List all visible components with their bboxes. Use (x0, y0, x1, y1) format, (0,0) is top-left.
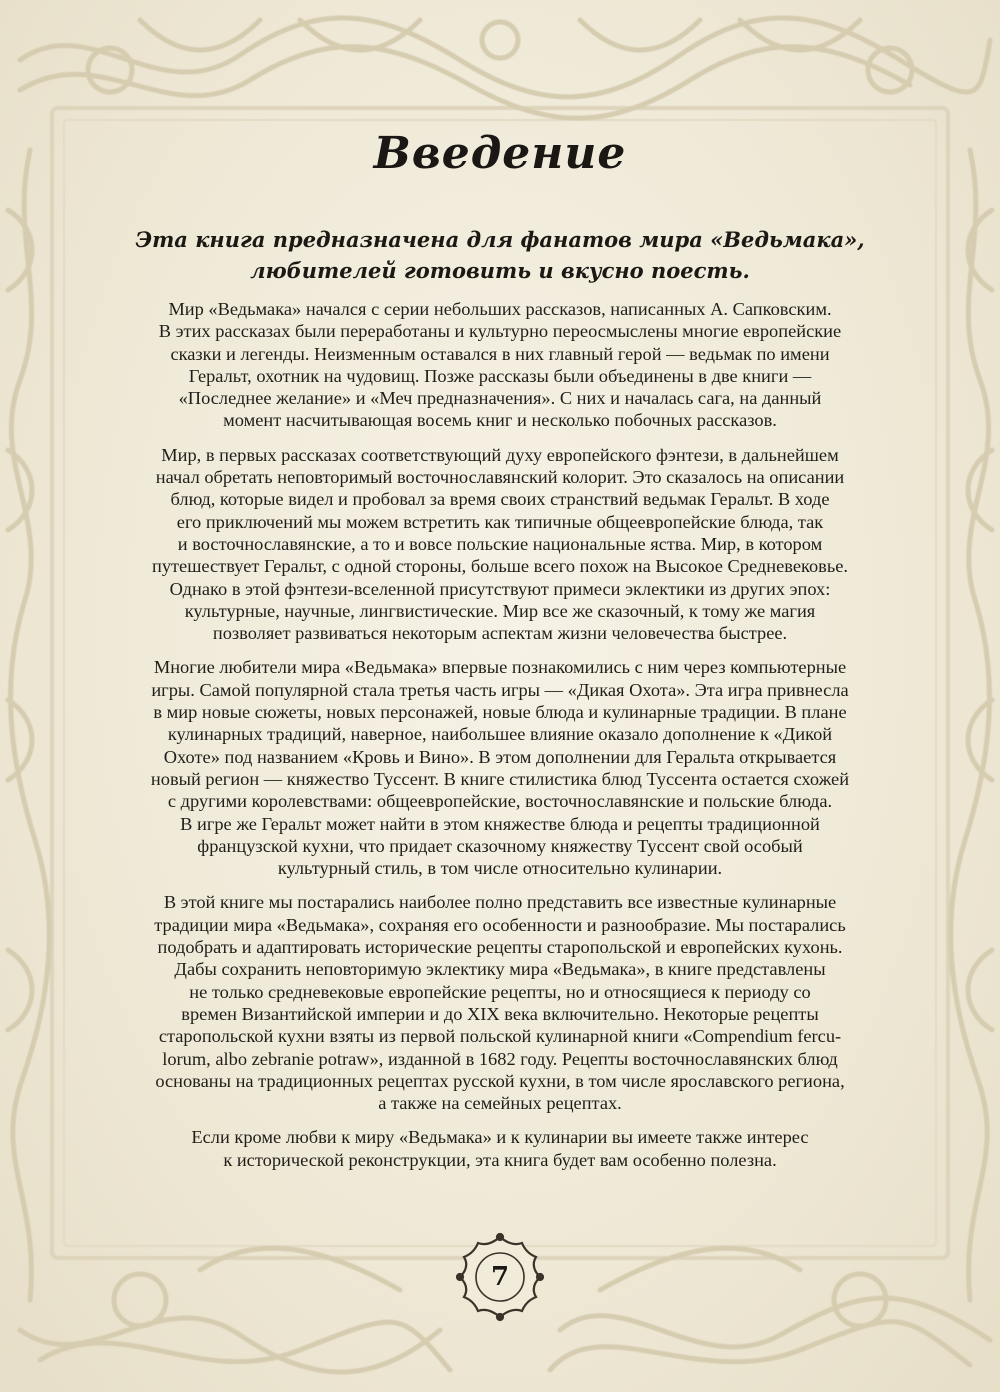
text-line: В этих рассказах были переработаны и культурно переосмыслены многие европейские (158, 321, 842, 342)
text-line: В игре же Геральт может найти в этом княжестве блюда и рецепты традиционной (180, 813, 820, 834)
text-line: lorum, albo zebranie potraw», изданной в 1682 году. Рецепты восточнославянских блюд (162, 1048, 838, 1069)
text-line: к исторической реконструкции, эта книга будет вам особенно полезна. (223, 1149, 777, 1170)
text-line: игры. Самой популярной стала третья часть игры — «Дикая Охота». Эта игра привнесла (151, 679, 849, 700)
text-line: французской кухни, что придает сказочному княжеству Туссент свой особый (197, 835, 803, 856)
text-line: времен Византийской империи и до XIX века включительно. Некоторые рецепты (181, 1003, 819, 1024)
text-line: культурные, научные, лингвистические. Мир все же сказочный, к тому же магия (184, 600, 816, 621)
text-line: позволяет развиваться некоторым аспектам жизни человечества быстрее. (212, 623, 788, 644)
text-line: Многие любители мира «Ведьмака» впервые познакомились с ним через компьютерные (153, 657, 847, 678)
text-line: основаны на традиционных рецептах русской кухни, в том числе ярославского региона, (155, 1070, 845, 1091)
paragraph-4 (110, 891, 890, 1114)
text-line: Охоте» под названием «Кровь и Вино». В этом дополнении для Геральта открывается (163, 746, 837, 767)
text-line: сказки и легенды. Неизменным оставался в них главный герой — ведьмак по имени (170, 343, 830, 364)
text-line: старопольской кухни взяты из первой польской кулинарной книги «Compendium fercu- (158, 1026, 842, 1047)
page-title: Введение (373, 128, 627, 179)
page-number: 7 (490, 1262, 510, 1292)
text-line: традиции мира «Ведьмака», сохраняя его особенности и разнообразие. Мы постарались (154, 914, 846, 935)
text-line: Мир «Ведьмака» начался с серии небольших рассказов, написанных А. Сапковским. (168, 299, 832, 319)
text-line: с другими королевствами: общеевропейские, восточнославянские и польские блюда. (167, 791, 833, 812)
text-line: в мир новые сюжеты, новых персонажей, новые блюда и кулинарные традиции. В плане (153, 702, 847, 723)
paragraph-1 (110, 298, 890, 432)
text-line: путешествует Геральт, с одной стороны, больше всего похож на Высокое Средневековье. (151, 556, 849, 577)
text-line: кулинарных традиций, наверное, наибольшее влияние оказало дополнение к «Дикой (167, 724, 833, 745)
text-line: новый регион — княжество Туссент. В книге стилистика блюд Туссента остается схожей (150, 768, 850, 789)
text-line: Дабы сохранить неповторимую эклектику мира «Ведьмака», в книге представлены (174, 959, 826, 980)
text-line: Мир, в первых рассказах соответствующий духу европейского фэнтези, в дальнейшем (161, 444, 839, 465)
text-line: Однако в этой фэнтези-вселенной присутствуют примеси эклектики из других эпох: (169, 578, 831, 599)
text-line: Если кроме любви к миру «Ведьмака» и к кулинарии вы имеете также интерес (191, 1127, 809, 1148)
body-text (110, 298, 890, 1183)
text-line: культурный стиль, в том числе относительно кулинарии. (277, 858, 723, 879)
text-line: не только средневековые европейские рецепты, но и относящиеся к периоду со (189, 981, 811, 1002)
paragraph-2 (110, 444, 890, 645)
text-line: «Последнее желание» и «Меч предназначения». С них и началась сага, на данный (178, 388, 822, 409)
paragraph-3 (110, 656, 890, 879)
text-line: начал обретать неповторимый восточнославянский колорит. Это сказалось на описании (155, 467, 845, 488)
paragraph-5 (110, 1126, 890, 1171)
text-line: а также на семейных рецептах. (378, 1093, 622, 1114)
subtitle-line: Эта книга предназначена для фанатов мира «Ведьмака», (135, 227, 865, 252)
page-number-wrap (455, 1232, 545, 1322)
text-line: и восточнославянские, а то и вовсе польские национальные яства. Мир, в котором (177, 533, 823, 554)
text-line: блюд, которые видел и пробовал за время своих странствий ведьмак Геральт. В ходе (170, 489, 830, 510)
text-line: его приключений мы можем встретить как типичные общеевропейские блюда, так (176, 511, 824, 532)
text-line: момент насчитывающая восемь книг и несколько побочных рассказов. (223, 410, 777, 431)
subtitle (120, 224, 880, 286)
subtitle-line: любителей готовить и вкусно поесть. (250, 258, 750, 283)
text-line: Геральт, охотник на чудовищ. Позже рассказы были объединены в две книги — (188, 365, 812, 386)
text-line: В этой книге мы постарались наиболее полно представить все известные кулинарные (163, 892, 837, 913)
text-line: подобрать и адаптировать исторические рецепты старопольской и европейских кухонь. (157, 937, 843, 958)
